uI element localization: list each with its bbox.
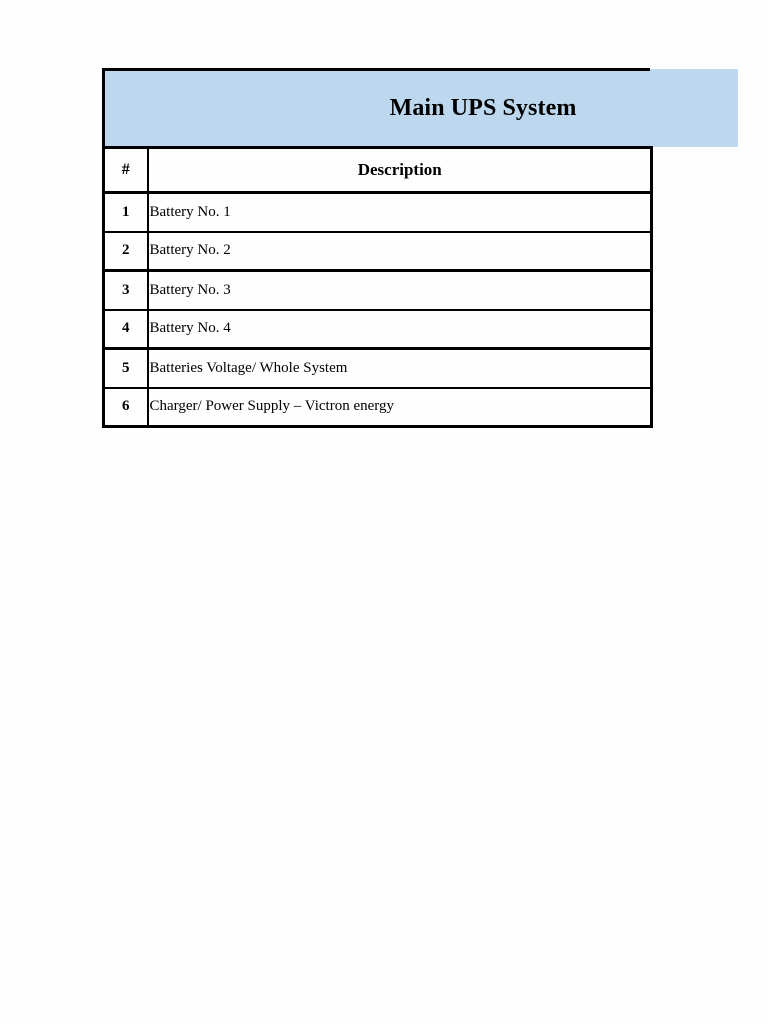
- table-row: [104, 232, 652, 271]
- page-title: Main UPS System: [389, 95, 577, 121]
- table-header-row: [104, 148, 652, 193]
- table-row: [104, 349, 652, 388]
- table-row: [104, 310, 652, 349]
- row-description-cell: Battery No. 1: [148, 193, 652, 232]
- table-row: [104, 271, 652, 310]
- ups-table: [102, 146, 653, 428]
- row-number-cell: 4: [104, 310, 148, 349]
- table-row: [104, 388, 652, 427]
- row-description-cell: Batteries Voltage/ Whole System: [148, 349, 652, 388]
- row-description-cell: Battery No. 3: [148, 271, 652, 310]
- row-description-cell: Charger/ Power Supply – Victron energy: [148, 388, 652, 427]
- row-description-cell: Battery No. 4: [148, 310, 652, 349]
- row-number-cell: 5: [104, 349, 148, 388]
- row-number-cell: 1: [104, 193, 148, 232]
- row-description-cell: Battery No. 2: [148, 232, 652, 271]
- row-number-cell: 2: [104, 232, 148, 271]
- row-number-cell: 3: [104, 271, 148, 310]
- column-header-description: Description: [148, 148, 652, 193]
- table-row: [104, 193, 652, 232]
- row-number-cell: 6: [104, 388, 148, 427]
- column-header-number: #: [104, 148, 148, 193]
